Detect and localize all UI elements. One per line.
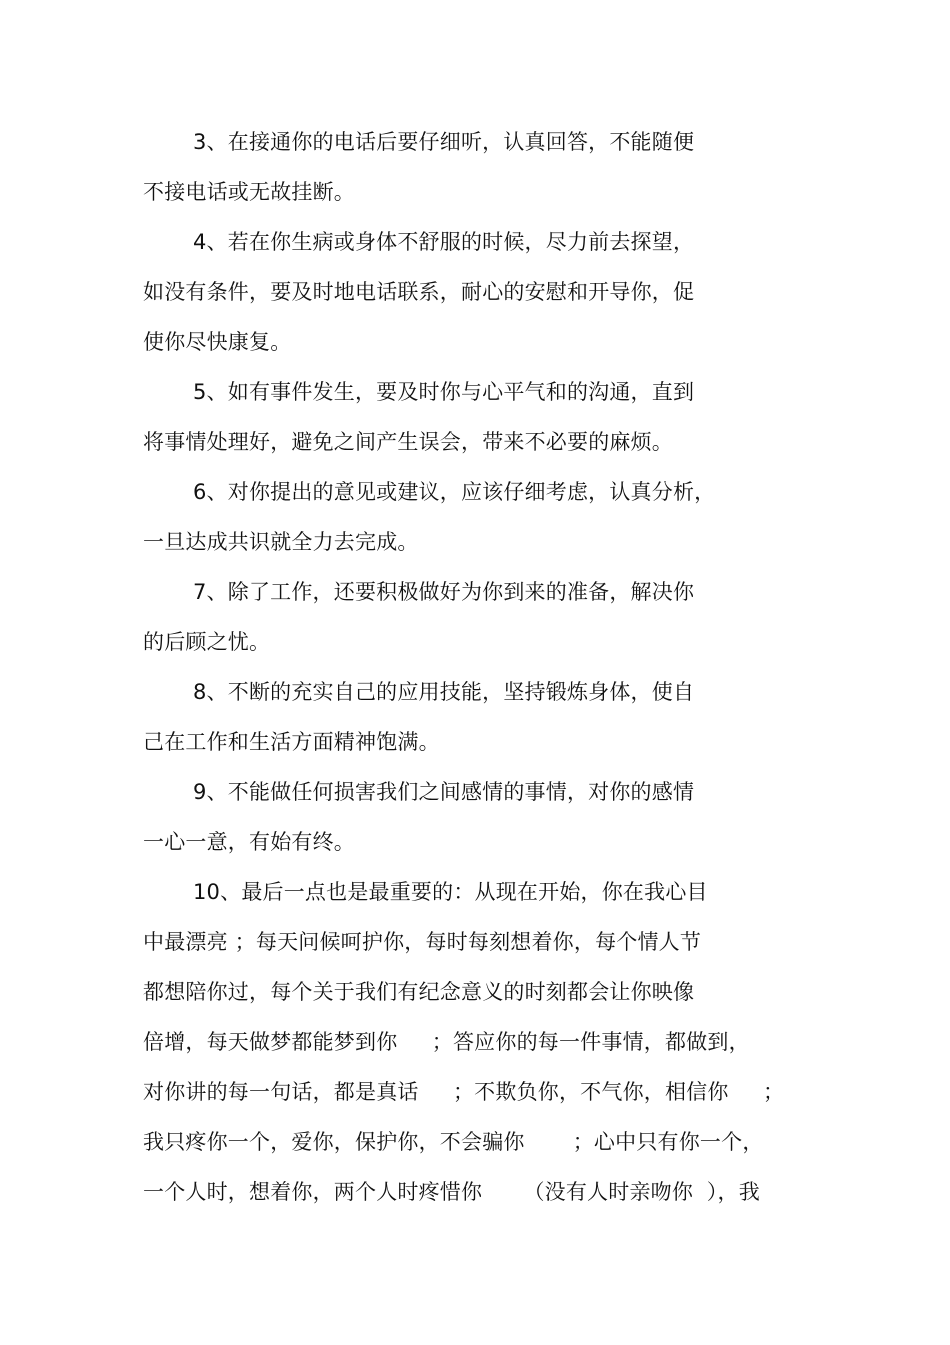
paragraph-5-line-2: 将事情处理好，避免之间产生误会，带来不必要的麻烦。 xyxy=(143,430,673,454)
paragraph-6-line-2: 一旦达成共识就全力去完成。 xyxy=(143,530,419,554)
paragraph-4-line-3: 使你尽快康复。 xyxy=(143,330,292,354)
paragraph-6-line-1: 6、对你提出的意见或建议，应该仔细考虑，认真分析， xyxy=(193,480,716,504)
paragraph-9-line-2: 一心一意，有始有终。 xyxy=(143,830,355,854)
paragraph-10-line-7: 一个人时，想着你，两个人时疼惜你 （没有人时亲吻你 ），我 xyxy=(143,1180,760,1204)
paragraph-10-line-3: 都想陪你过，每个关于我们有纪念意义的时刻都会让你映像 xyxy=(143,980,695,1004)
paragraph-8-line-1: 8、不断的充实自己的应用技能，坚持锻炼身体，使自 xyxy=(193,680,695,704)
paragraph-10-line-2: 中最漂亮 ；每天问候呵护你，每时每刻想着你，每个情人节 xyxy=(143,930,702,954)
paragraph-3-line-2: 不接电话或无故挂断。 xyxy=(143,180,355,204)
paragraph-10-line-5: 对你讲的每一句话，都是真话 ；不欺负你，不气你，相信你 ； xyxy=(143,1080,785,1104)
paragraph-4-line-2: 如没有条件，要及时地电话联系，耐心的安慰和开导你，促 xyxy=(143,280,695,304)
paragraph-10-line-4: 倍增，每天做梦都能梦到你 ；答应你的每一件事情，都做到， xyxy=(143,1030,750,1054)
paragraph-5-line-1: 5、如有事件发生，要及时你与心平气和的沟通，直到 xyxy=(193,380,695,404)
paragraph-7-line-2: 的后顾之忧。 xyxy=(143,630,271,654)
paragraph-10-line-6: 我只疼你一个，爱你，保护你，不会骗你 ；心中只有你一个， xyxy=(143,1130,764,1154)
paragraph-8-line-2: 己在工作和生活方面精神饱满。 xyxy=(143,730,440,754)
paragraph-3-line-1: 3、在接通你的电话后要仔细听，认真回答，不能随便 xyxy=(193,130,695,154)
paragraph-10-line-1: 10、最后一点也是最重要的：从现在开始，你在我心目 xyxy=(193,880,708,904)
paragraph-9-line-1: 9、不能做任何损害我们之间感情的事情，对你的感情 xyxy=(193,780,695,804)
paragraph-7-line-1: 7、除了工作，还要积极做好为你到来的准备，解决你 xyxy=(193,580,695,604)
paragraph-4-line-1: 4、若在你生病或身体不舒服的时候，尽力前去探望， xyxy=(193,230,695,254)
